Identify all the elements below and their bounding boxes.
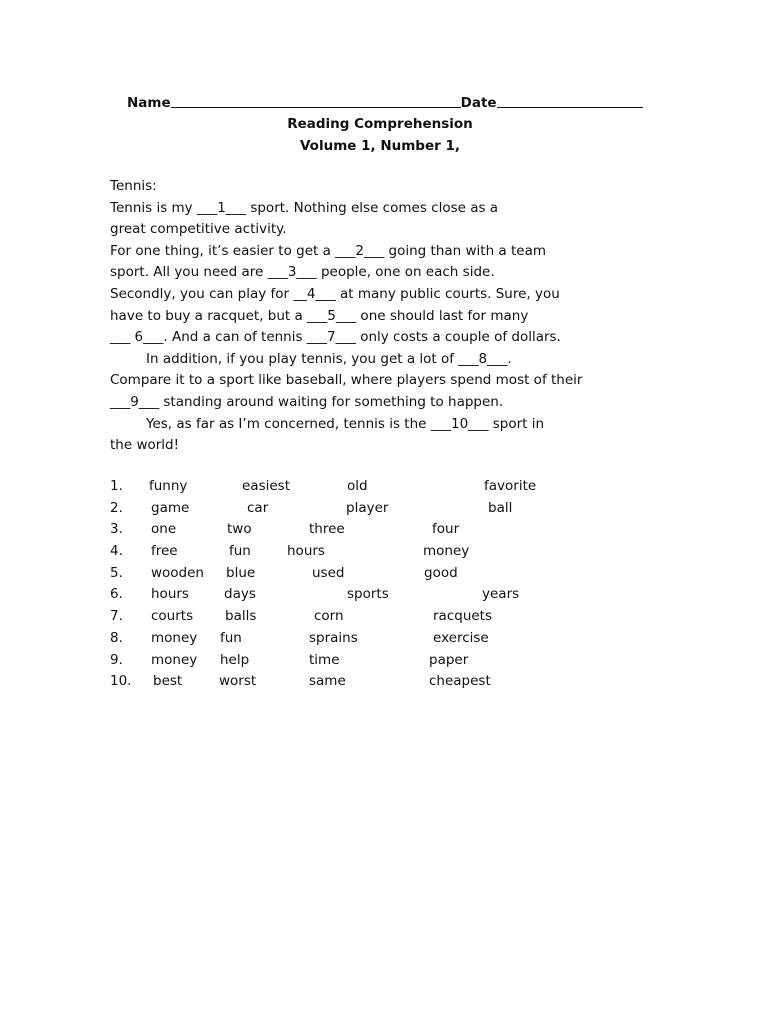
option-choice: money [151,629,198,646]
option-choice: blue [226,564,256,581]
option-number: 3. [110,521,123,538]
passage-line: Yes, as far as I’m concerned, tennis is the ___10___ sport in [146,415,545,432]
option-choice: four [432,521,460,538]
passage-line: For one thing, it’s easier to get a ___2___ going than with a team [110,242,547,259]
option-choice: hours [287,543,325,560]
option-number: 1. [110,478,123,494]
option-row [110,500,670,522]
passage-heading: Tennis: [110,178,157,194]
option-choice: corn [314,608,344,625]
option-number: 10. [110,673,132,690]
option-row [110,652,670,674]
option-choice: car [247,499,269,516]
option-number: 4. [110,543,123,560]
option-row [110,521,670,543]
date-blank [497,93,643,108]
option-row [110,630,670,652]
option-choice: paper [429,651,469,668]
option-choice: courts [151,608,194,625]
passage-line: have to buy a racquet, but a ___5___ one should last for many [110,307,529,324]
option-number: 7. [110,608,123,625]
option-number: 8. [110,629,123,646]
option-choice: player [346,499,389,516]
passage-line: Secondly, you can play for __4___ at many public courts. Sure, you [110,285,560,302]
option-choice: three [309,521,345,538]
option-choice: exercise [433,629,489,646]
option-choice: two [227,521,252,538]
option-choice: same [309,673,346,690]
option-choice: worst [219,673,257,690]
option-choice: sprains [309,629,358,646]
option-number: 2. [110,499,123,516]
option-choice: funny [149,478,188,494]
option-choice: one [151,521,177,538]
option-choice: fun [229,543,251,560]
option-row [110,478,670,500]
option-choice: fun [220,629,242,646]
worksheet-subtitle: Volume 1, Number 1, [299,138,461,154]
option-choice: sports [347,586,389,603]
option-choice: game [151,499,190,516]
option-number: 9. [110,651,123,668]
option-choice: help [220,651,250,668]
option-choice: wooden [151,564,204,581]
option-choice: time [309,651,340,668]
passage-line: Tennis is my ___1___ sport. Nothing else comes close as a [110,199,499,216]
option-choice: money [151,651,198,668]
option-choice: best [153,673,183,690]
answer-options [110,478,670,695]
option-number: 6. [110,586,123,603]
option-choice: money [423,543,470,560]
option-row [110,586,670,608]
option-choice: cheapest [429,673,491,690]
passage-line: sport. All you need are ___3___ people, one on each side. [110,264,495,281]
option-row [110,673,670,695]
option-choice: racquets [433,608,493,625]
name-label: Name [127,95,171,111]
option-choice: balls [225,608,257,625]
passage-line: ___ 6___. And a can of tennis ___7___ only costs a couple of dollars. [110,329,561,346]
passage-line: ___9___ standing around waiting for something to happen. [110,393,504,410]
name-date-line [127,93,647,113]
option-choice: free [151,543,178,560]
passage [110,176,670,457]
option-choice: days [224,586,256,603]
passage-line: Compare it to a sport like baseball, where players spend most of their [110,372,583,389]
passage-line: In addition, if you play tennis, you get a lot of ___8___. [146,350,512,367]
option-choice: good [424,564,458,581]
option-row [110,565,670,587]
option-choice: used [312,564,345,581]
option-choice: ball [488,499,513,516]
option-choice: old [347,478,368,494]
name-blank [171,93,461,108]
option-choice: favorite [484,478,537,494]
option-choice: easiest [242,478,290,494]
option-number: 5. [110,564,123,581]
passage-line: the world! [110,437,180,454]
option-choice: hours [151,586,189,603]
date-label: Date [460,95,497,111]
worksheet-title: Reading Comprehension [287,116,473,132]
passage-line: great competitive activity. [110,221,287,238]
option-row [110,608,670,630]
option-choice: years [482,586,520,603]
option-row [110,543,670,565]
